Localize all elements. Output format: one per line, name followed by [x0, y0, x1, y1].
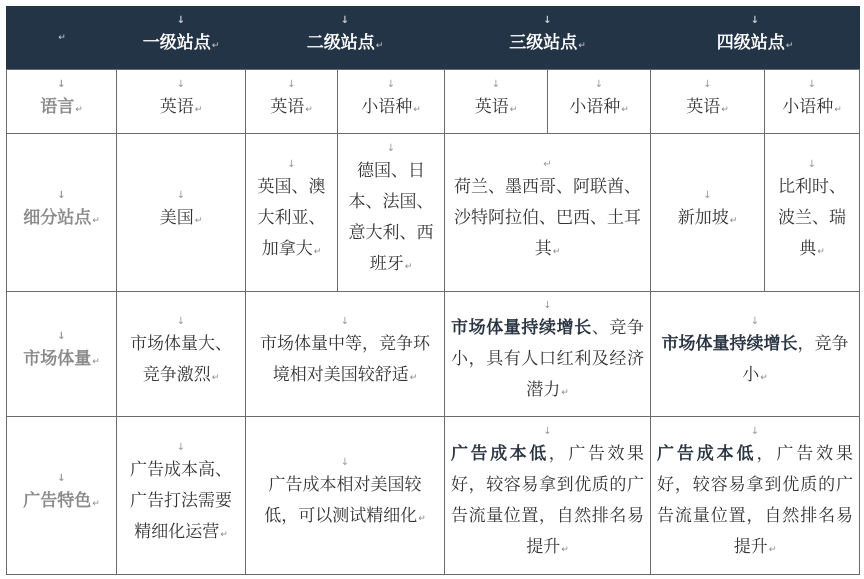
- arrow-down-icon: ↓: [176, 189, 186, 201]
- language-tier3-minor-cell: [547, 69, 651, 134]
- sites-tier4-minor-cell: [764, 133, 860, 292]
- market-tier2: 市场体量中等，竞争环境相对美国较舒适: [260, 333, 430, 385]
- ads-tier4-text: ，广告效果好，较容易拿到优质的广告流量位置，自然排名易提升: [657, 444, 854, 557]
- paragraph-mark-icon: ↵: [760, 372, 768, 383]
- ads-tier4-highlight: 广告成本低: [657, 444, 757, 464]
- row-label-sites-cell: [6, 133, 117, 292]
- paragraph-mark-icon: ↵: [92, 498, 100, 509]
- language-tier2-minor-cell: [337, 69, 445, 134]
- sites-tier3: 荷兰、墨西哥、阿联酋、沙特阿拉伯、巴西、土耳其: [454, 176, 641, 259]
- paragraph-mark-icon: ↵: [375, 41, 384, 51]
- arrow-down-icon: ↓: [57, 189, 66, 201]
- arrow-down-icon: ↓: [594, 78, 604, 90]
- header-tier3-cell: [444, 6, 651, 70]
- paragraph-mark-icon: ↵: [220, 529, 228, 540]
- row-label-sites: 细分站点: [23, 207, 92, 228]
- arrow-down-icon: ↓: [543, 426, 552, 437]
- arrow-down-icon: ↓: [340, 15, 350, 26]
- sites-tier2-minor-cell: [337, 133, 445, 292]
- paragraph-mark-icon: ↵: [92, 215, 100, 226]
- sites-tier2-english: 英国、澳大利亚、加拿大: [257, 176, 326, 259]
- market-tier2-cell: [245, 291, 445, 417]
- paragraph-mark-icon: ↵: [194, 215, 203, 226]
- arrow-down-icon: ↓: [57, 78, 66, 90]
- paragraph-mark-icon: ↵: [768, 545, 777, 555]
- market-tier1-cell: [116, 291, 246, 417]
- paragraph-mark-icon: ↵: [561, 545, 569, 555]
- arrow-down-icon: ↓: [543, 300, 552, 311]
- header-tier2: 二级站点: [306, 33, 375, 53]
- row-label-ads: 广告特色: [23, 490, 92, 511]
- sites-tier4-english: 新加坡: [677, 207, 729, 228]
- paragraph-mark-icon: ↵: [721, 104, 729, 115]
- arrow-down-icon: ↓: [57, 472, 66, 484]
- ads-tier2: 广告成本相对美国较低，可以测试精细化: [264, 475, 422, 526]
- arrow-down-icon: ↓: [176, 78, 186, 90]
- market-tier3-cell: [444, 291, 651, 417]
- market-tier4-cell: [650, 291, 860, 417]
- arrow-down-icon: ↓: [807, 158, 817, 170]
- arrow-down-icon: ↓: [340, 457, 350, 468]
- ads-tier3-cell: [444, 416, 651, 575]
- row-label-market: 市场体量: [23, 349, 92, 369]
- arrow-down-icon: ↓: [287, 78, 296, 90]
- ads-tier4-cell: [650, 416, 860, 575]
- header-tier1-cell: [116, 6, 246, 70]
- paragraph-mark-icon: ↵: [578, 41, 586, 51]
- arrow-down-icon: ↓: [287, 158, 296, 170]
- header-tier2-cell: [245, 6, 445, 70]
- header-tier1: 一级站点: [142, 33, 211, 53]
- header-tier4-cell: [650, 6, 860, 70]
- arrow-down-icon: ↓: [750, 15, 760, 26]
- paragraph-mark-icon: ↵: [561, 388, 569, 398]
- language-tier3-minor: 小语种: [569, 96, 621, 117]
- language-tier4-minor: 小语种: [782, 96, 834, 117]
- sites-tier1: 美国: [159, 207, 194, 228]
- paragraph-mark-icon: ↵: [194, 104, 203, 115]
- row-label-language: 语言: [40, 96, 75, 117]
- sites-tier1-cell: [116, 133, 246, 292]
- arrow-down-icon: ↓: [543, 15, 552, 26]
- market-tier1: 市场体量大、竞争激烈: [130, 333, 232, 385]
- arrow-down-icon: ↓: [386, 143, 396, 154]
- language-tier4-minor-cell: [764, 69, 860, 134]
- language-tier2-minor: 小语种: [361, 96, 413, 117]
- language-tier4-english-cell: [650, 69, 765, 134]
- language-tier3-english-cell: [444, 69, 548, 134]
- market-tier3-highlight: 市场体量持续增长: [451, 318, 592, 338]
- arrow-down-icon: ↓: [807, 78, 817, 90]
- market-tier4-text: ，竞争小: [742, 333, 849, 385]
- paragraph-mark-icon: ↵: [75, 104, 83, 115]
- row-label-market-cell: [6, 291, 117, 417]
- header-tier3: 三级站点: [509, 33, 578, 53]
- paragraph-mark-icon: ↵: [409, 372, 418, 383]
- sites-tier2-minor: 德国、日本、法国、意大利、西班牙: [348, 161, 434, 274]
- paragraph-mark-icon: ↵: [413, 104, 421, 115]
- paragraph-mark-icon: ↵: [305, 104, 313, 115]
- sites-tier3-cell: [444, 133, 651, 292]
- language-tier4-english: 英语: [686, 96, 721, 117]
- arrow-down-icon: ↓: [750, 315, 760, 327]
- row-label-ads-cell: [6, 416, 117, 575]
- row-label-language-cell: [6, 69, 117, 134]
- market-tier4-highlight: 市场体量持续增长: [661, 333, 798, 354]
- paragraph-mark-icon: ↵: [817, 246, 825, 257]
- paragraph-mark-icon: ↵: [729, 215, 738, 226]
- paragraph-mark-icon: ↵: [418, 514, 426, 524]
- sites-tier2-english-cell: [245, 133, 338, 292]
- arrow-down-icon: ↓: [386, 78, 396, 90]
- header-corner-cell: [6, 6, 117, 70]
- paragraph-mark-icon: ↵: [313, 246, 322, 257]
- arrow-down-icon: ↓: [750, 426, 760, 437]
- market-tier3-text: 、竞争小，具有人口红利及经济潜力: [451, 318, 645, 400]
- ads-tier3-text: ，广告效果好，较容易拿到优质的广告流量位置，自然排名易提升: [451, 444, 645, 557]
- paragraph-mark-icon: ↵: [404, 262, 413, 272]
- arrow-down-icon: ↓: [340, 315, 350, 327]
- language-tier2-english: 英语: [270, 96, 305, 117]
- paragraph-mark-icon: ↵: [211, 41, 220, 51]
- paragraph-mark-icon: ↵: [211, 372, 220, 383]
- arrow-down-icon: ↵: [543, 158, 552, 170]
- ads-tier1-cell: [116, 416, 246, 575]
- arrow-down-icon: ↓: [176, 315, 186, 327]
- language-tier1: 英语: [159, 96, 194, 117]
- arrow-down-icon: ↓: [703, 189, 712, 201]
- ads-tier1: 广告成本高、广告打法需要精细化运营: [130, 459, 232, 542]
- language-tier1-cell: [116, 69, 246, 134]
- sites-tier4-english-cell: [650, 133, 765, 292]
- paragraph-mark-icon: ↵: [834, 104, 842, 115]
- paragraph-mark-icon: ↵: [509, 104, 518, 115]
- paragraph-mark-icon: ↵: [785, 41, 794, 51]
- arrow-down-icon: ↓: [176, 15, 186, 26]
- language-tier2-english-cell: [245, 69, 338, 134]
- arrow-down-icon: ↓: [703, 78, 712, 90]
- paragraph-mark-icon: ↵: [621, 104, 629, 115]
- ads-tier3-highlight: 广告成本低: [451, 444, 549, 464]
- arrow-down-icon: ↓: [491, 78, 501, 90]
- paragraph-mark-icon: ↵: [58, 32, 66, 43]
- sites-tier4-minor: 比利时、波兰、瑞典: [778, 176, 846, 259]
- header-tier4: 四级站点: [716, 33, 785, 53]
- ads-tier2-cell: [245, 416, 445, 575]
- paragraph-mark-icon: ↵: [552, 246, 561, 257]
- paragraph-mark-icon: ↵: [92, 357, 100, 367]
- arrow-down-icon: ↓: [57, 331, 66, 342]
- arrow-down-icon: ↓: [176, 441, 186, 453]
- language-tier3-english: 英语: [474, 96, 509, 117]
